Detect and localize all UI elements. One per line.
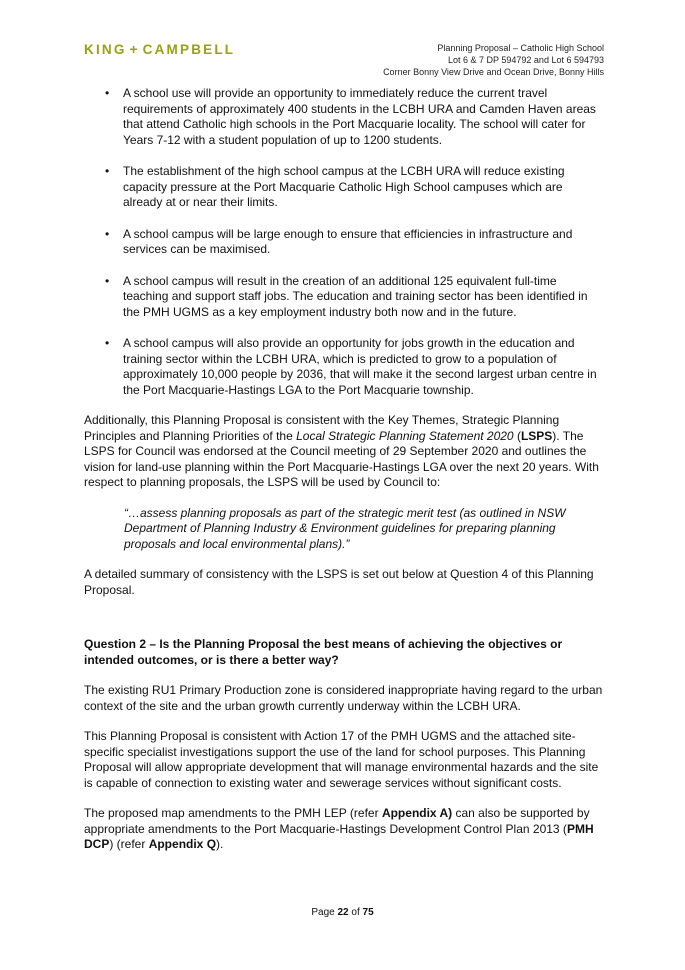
page-body [84,86,604,868]
document-header [383,42,604,78]
quote-block: “…assess planning proposals as part of the strategic merit test (as outlined in NSW Department of Planning Industry & Environment guidelines for preparing planning proposals and local environmental plans).” [124,505,566,551]
bullet-text: A school campus will also provide an opportunity for jobs growth in the education and training sector within the LCBH URA, which is predicted to grow to a population of approximately 10,000 people by 2036, that will make it the second largest urban centre in the Port Macquarie-Hastings LGA to the Port Macquarie township. [123,336,597,397]
page-label: Page [311,907,335,918]
bullet-text: A school use will provide an opportunity to immediately reduce the current travel requirements of approximately 400 students in the LCBH URA and Camden Haven areas that attend Catholic high schools in the Port Macquarie locality. The school will cater for Years 7-12 with a student population of up to 1200 students. [123,86,596,147]
lsps-title: Local Strategic Planning Statement 2020 [296,428,514,443]
paragraph-ru1: The existing RU1 Primary Production zone is considered inappropriate having regard to the urban context of the site and the urban growth currently underway within the LCBH URA. [84,683,603,713]
appendix-a-ref: Appendix A) [381,806,453,820]
text-run: ( [513,428,521,443]
paragraph-summary: A detailed summary of consistency with the LSPS is set out below at Question 4 of this Planning Proposal. [84,567,594,597]
page-total: 75 [362,907,374,918]
header-line-1: Planning Proposal – Catholic High School [437,43,604,53]
bullet-text: The establishment of the high school campus at the LCBH URA will reduce existing capacity pressure at the Port Macquarie Catholic High School campuses which are already at or near their limits. [123,164,565,209]
header-line-2: Lot 6 & 7 DP 594792 and Lot 6 594793 [448,55,604,65]
paragraph-lsps [84,413,604,491]
bullet-item [84,336,604,398]
logo-king: KING [84,42,127,57]
bullet-item [84,86,604,148]
bullet-item [84,164,604,211]
bullet-icon: • [105,226,110,241]
lsps-abbrev: LSPS [520,428,553,443]
text-run: ). The LSPS for Council was endorsed at the Council meeting of 29 September 2020 and outlines the vision for land-use planning within the Port Macquarie-Hastings LGA over the next 20 years. With respect to planning proposals, the LSPS will be used by Council to: [84,428,599,489]
logo-plus: + [129,42,140,57]
of-label: of [351,907,360,918]
bullet-icon: • [105,336,110,350]
text-run: The proposed map amendments to the PMH LEP (refer [84,806,382,820]
bullet-item [84,274,604,321]
bullet-item [84,227,604,258]
page-number: 22 [337,907,349,918]
text-run: ) (refer [109,837,149,851]
text-run: Additionally, this Planning Proposal is consistent with the Key Themes, Strategic Planning Principles and Planning Priorities of the [84,413,560,443]
appendix-q-ref: Appendix Q [148,837,217,851]
page-footer [0,907,685,918]
text-run: ). [216,837,224,851]
logo [84,42,235,57]
paragraph-action-17: This Planning Proposal is consistent with Action 17 of the PMH UGMS and the attached site-specific specialist investigations support the use of the land for school purposes. This Planning Proposal will allow appropriate development that will manage environmental hazards and the site is capable of connection to existing water and sewerage services without significant costs. [84,729,599,790]
bullet-icon: • [105,164,110,178]
text-run: can also be supported by appropriate amendments to the Port Macquarie-Hastings Development Control Plan 2013 ( [84,806,590,836]
header-line-3: Corner Bonny View Drive and Ocean Drive, Bonny Hills [383,67,604,77]
logo-campbell: CAMPBELL [142,42,236,57]
bullet-text: A school campus will result in the creation of an additional 125 equivalent full-time teaching and support staff jobs. The education and training sector has been identified in the PMH UGMS as a key employment industry both now and in the future. [123,273,588,319]
bullet-text: A school campus will be large enough to ensure that efficiencies in infrastructure and services can be maximised. [123,226,573,256]
pmh-dcp-abbrev: PMH DCP [84,821,594,851]
bullet-icon: • [105,86,110,100]
paragraph-map-amendments [84,806,604,853]
question-2-heading: Question 2 – Is the Planning Proposal the best means of achieving the objectives or intended outcomes, or is there a better way? [84,637,563,667]
bullet-icon: • [105,273,110,288]
